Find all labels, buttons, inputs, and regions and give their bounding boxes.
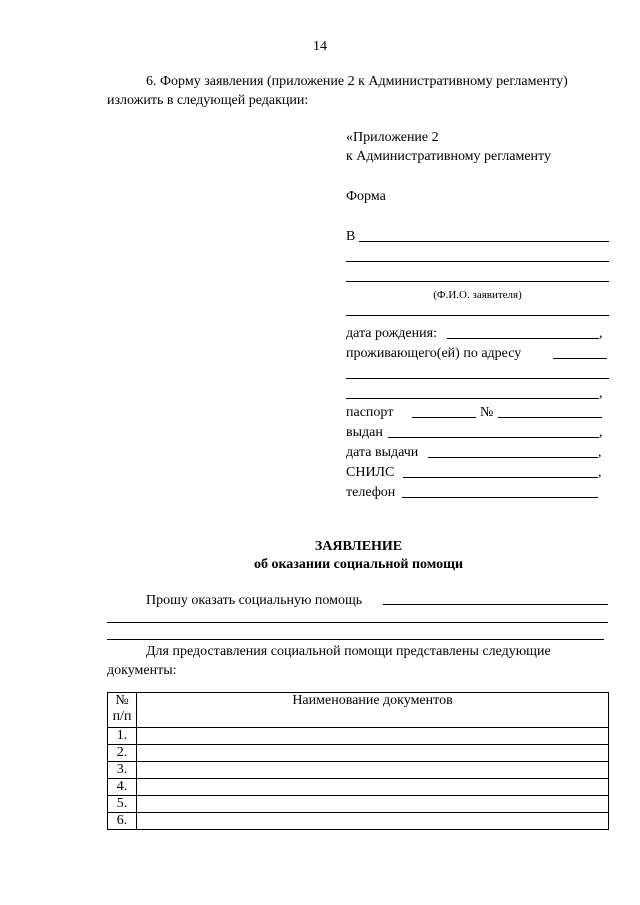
birth-date-label: дата рождения: (346, 326, 437, 341)
name-header: Наименование документов (137, 693, 609, 728)
passport-number-field[interactable] (498, 417, 602, 418)
request-text: Прошу оказать социальную помощь (146, 593, 363, 608)
intro-line-2: изложить в следующей редакции: (107, 93, 309, 108)
request-line-2[interactable] (107, 622, 608, 623)
issued-by-label: выдан (346, 425, 383, 440)
to-prefix: В (346, 229, 356, 244)
table-row (108, 762, 609, 779)
comma: , (599, 386, 603, 401)
statement-title: ЗАЯВЛЕНИЕ (314, 539, 403, 554)
documents-line-1: Для предоставления социальной помощи представлены следующие (146, 644, 551, 659)
recipient-line-3[interactable] (346, 281, 609, 282)
passport-label: паспорт (346, 405, 394, 420)
document-name-cell[interactable] (137, 745, 609, 762)
snils-label: СНИЛС (346, 465, 395, 480)
documents-table (107, 692, 609, 830)
table-row (108, 796, 609, 813)
to-line[interactable] (359, 241, 609, 242)
row-number: 6. (108, 813, 137, 830)
snils-field[interactable] (403, 477, 598, 478)
table-row (108, 745, 609, 762)
fio-caption: (Ф.И.О. заявителя) (433, 289, 522, 301)
num-header-line-1: № (115, 693, 129, 708)
address-label: проживающего(ей) по адресу (346, 346, 522, 361)
statement-subtitle: об оказании социальной помощи (253, 557, 464, 572)
row-number: 2. (108, 745, 137, 762)
num-header-line-2: п/п (112, 709, 132, 724)
comma: , (599, 326, 603, 341)
table-row (108, 728, 609, 745)
table-header-row (108, 693, 609, 728)
phone-field[interactable] (402, 497, 598, 498)
request-field[interactable] (383, 604, 608, 605)
page-number: 14 (313, 39, 327, 54)
appendix-line-2: к Административному регламенту (346, 149, 551, 164)
address-line-2[interactable] (346, 378, 609, 379)
issue-date-field[interactable] (428, 457, 598, 458)
appendix-line-1: «Приложение 2 (346, 130, 439, 145)
document-name-cell[interactable] (137, 796, 609, 813)
row-number: 4. (108, 779, 137, 796)
row-number: 5. (108, 796, 137, 813)
recipient-line-4[interactable] (346, 315, 609, 316)
comma: , (598, 465, 602, 480)
passport-series-field[interactable] (412, 417, 476, 418)
row-number: 3. (108, 762, 137, 779)
num-header (108, 693, 137, 728)
address-line-3[interactable] (346, 398, 599, 399)
document-name-cell[interactable] (137, 728, 609, 745)
birth-date-field[interactable] (447, 338, 599, 339)
number-sign: № (480, 405, 494, 420)
table-row (108, 813, 609, 830)
comma: , (598, 445, 602, 460)
table-row (108, 779, 609, 796)
request-line-3[interactable] (107, 639, 604, 640)
comma: , (599, 425, 603, 440)
form-label: Форма (346, 189, 386, 204)
recipient-line-2[interactable] (346, 261, 609, 262)
issue-date-label: дата выдачи (346, 445, 419, 460)
document-name-cell[interactable] (137, 813, 609, 830)
document-name-cell[interactable] (137, 779, 609, 796)
row-number: 1. (108, 728, 137, 745)
document-name-cell[interactable] (137, 762, 609, 779)
issued-by-field[interactable] (388, 437, 599, 438)
documents-line-2: документы: (107, 663, 177, 678)
phone-label: телефон (346, 485, 396, 500)
intro-line-1: 6. Форму заявления (приложение 2 к Административному регламенту) (146, 74, 568, 89)
address-field[interactable] (553, 358, 607, 359)
